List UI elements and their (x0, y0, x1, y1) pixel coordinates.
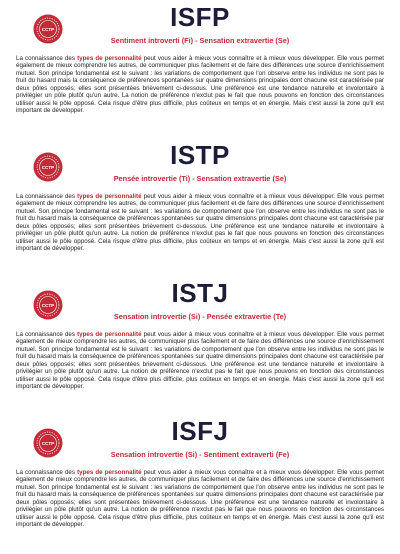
type-card-isfp (0, 0, 400, 138)
text-before: La connaissance des (16, 469, 78, 476)
type-card-isfj (0, 414, 400, 552)
description-paragraph (16, 469, 384, 529)
description-paragraph (16, 55, 384, 115)
badge-label: CCTP (41, 302, 55, 308)
text-bold: types de personnalité (77, 331, 142, 338)
text-after: peut vous aider à mieux vous connaître et à mieux vous développer. Elle vous permet également de mieux comprendre les autres, de communiquer plus facilement et de faire des différences une source d'enrichissement mutuel. Son principe fondamental est le suivant : les variations de comportement que l'on observe entre les individus ne sont pas le fruit du hasard mais la conséquence de préférences spontanées sur quatre dimensions principales dont chacune est caractérisée par deux pôles opposés; elles sont présentées brièvement ci-dessous. Une préférence est une tendance naturelle et involontaire à privilégier un pôle plutôt qu'un autre. La notion de préférence n'exclut pas le fait que nous pouvons en fonction des circonstances utiliser aussi le pôle opposé. Cela risque d'être plus difficile, plus coûteux en temps et en énergie. Mais c'est aussi la zone qu'il est important de développer. (16, 193, 384, 253)
text-bold: types de personnalité (77, 193, 142, 200)
text-bold: types de personnalité (77, 469, 142, 476)
type-code: ISFJ (171, 416, 229, 446)
type-subtitle: Sensation introvertie (Si) - Sentiment extraverti (Fe) (110, 450, 290, 459)
badge-label: CCTP (41, 164, 55, 170)
type-subtitle: Sensation introvertie (Si) - Pensée extravertie (Te) (113, 312, 287, 321)
text-after: peut vous aider à mieux vous connaître et à mieux vous développer. Elle vous permet également de mieux comprendre les autres, de communiquer plus facilement et de faire des différences une source d'enrichissement mutuel. Son principe fondamental est le suivant : les variations de comportement que l'on observe entre les individus ne sont pas le fruit du hasard mais la conséquence de préférences spontanées sur quatre dimensions principales dont chacune est caractérisée par deux pôles opposés; elles sont présentées brièvement ci-dessous. Une préférence est une tendance naturelle et involontaire à privilégier un pôle plutôt qu'un autre. La notion de préférence n'exclut pas le fait que nous pouvons en fonction des circonstances utiliser aussi le pôle opposé. Cela risque d'être plus difficile, plus coûteux en temps et en énergie. Mais c'est aussi la zone qu'il est important de développer. (16, 331, 384, 391)
text-before: La connaissance des (16, 331, 78, 338)
text-bold: types de personnalité (77, 55, 142, 62)
type-code: ISTJ (171, 278, 229, 308)
text-before: La connaissance des (16, 193, 78, 200)
type-subtitle: Pensée introvertie (Ti) - Sensation extravertie (Se) (113, 174, 287, 183)
badge-label: CCTP (41, 26, 55, 32)
text-before: La connaissance des (16, 55, 78, 62)
badge-label: CCTP (41, 440, 55, 446)
description-paragraph (16, 193, 384, 253)
text-after: peut vous aider à mieux vous connaître et à mieux vous développer. Elle vous permet également de mieux comprendre les autres, de communiquer plus facilement et de faire des différences une source d'enrichissement mutuel. Son principe fondamental est le suivant : les variations de comportement que l'on observe entre les individus ne sont pas le fruit du hasard mais la conséquence de préférences spontanées sur quatre dimensions principales dont chacune est caractérisée par deux pôles opposés; elles sont présentées brièvement ci-dessous. Une préférence est une tendance naturelle et involontaire à privilégier un pôle plutôt qu'un autre. La notion de préférence n'exclut pas le fait que nous pouvons en fonction des circonstances utiliser aussi le pôle opposé. Cela risque d'être plus difficile, plus coûteux en temps et en énergie. Mais c'est aussi la zone qu'il est important de développer. (16, 469, 384, 529)
description-paragraph (16, 331, 384, 391)
type-card-istj (0, 276, 400, 414)
type-code: ISTP (170, 140, 230, 170)
type-code: ISFP (170, 2, 230, 32)
text-after: peut vous aider à mieux vous connaître et à mieux vous développer. Elle vous permet également de mieux comprendre les autres, de communiquer plus facilement et de faire des différences une source d'enrichissement mutuel. Son principe fondamental est le suivant : les variations de comportement que l'on observe entre les individus ne sont pas le fruit du hasard mais la conséquence de préférences spontanées sur quatre dimensions principales dont chacune est caractérisée par deux pôles opposés; elles sont présentées brièvement ci-dessous. Une préférence est une tendance naturelle et involontaire à privilégier un pôle plutôt qu'un autre. La notion de préférence n'exclut pas le fait que nous pouvons en fonction des circonstances utiliser aussi le pôle opposé. Cela risque d'être plus difficile, plus coûteux en temps et en énergie. Mais c'est aussi la zone qu'il est important de développer. (16, 55, 384, 115)
type-card-istp (0, 138, 400, 276)
type-subtitle: Sentiment introverti (Fi) - Sensation extravertie (Se) (110, 36, 290, 45)
